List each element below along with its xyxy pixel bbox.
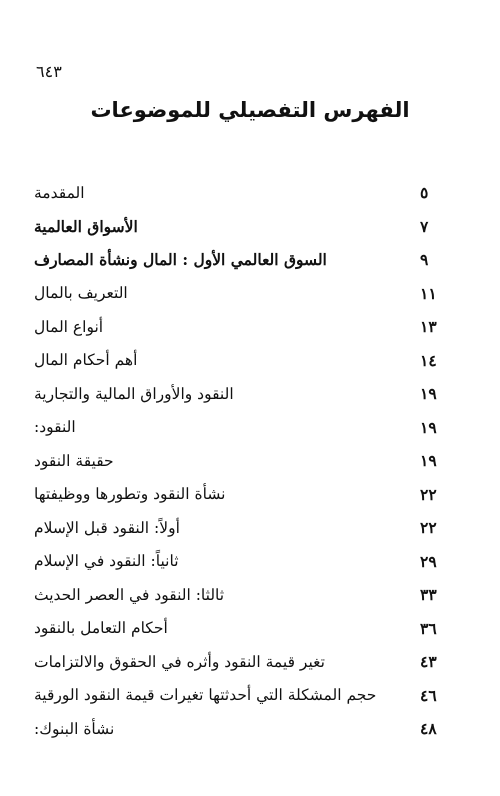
toc-entry-page: ٤٦ — [420, 685, 437, 705]
toc-entry-page: ١٣ — [420, 317, 437, 337]
toc-entry-page: ١٩ — [420, 417, 437, 437]
toc-entry — [34, 612, 460, 646]
toc-entry-page: ٢٢ — [420, 518, 437, 538]
toc-entry — [34, 444, 460, 478]
toc-entry — [34, 277, 460, 311]
toc-entry-title: ثانياً: النقود في الإسلام — [34, 552, 179, 571]
toc-entry — [34, 478, 460, 512]
toc-entry-page: ١١ — [420, 283, 437, 303]
toc-entry — [34, 310, 460, 344]
toc-entry-title: السوق العالمي الأول : المال ونشأة المصارف — [34, 250, 327, 270]
toc-entry-title: نشأة البنوك: — [34, 719, 115, 738]
toc-entry-title: أحكام التعامل بالنقود — [34, 619, 168, 638]
toc-entry — [34, 411, 460, 445]
toc-entry-page: ٧ — [420, 216, 429, 236]
toc-entry — [34, 578, 460, 612]
toc-entry-title: الأسواق العالمية — [34, 216, 138, 236]
toc-entry — [34, 344, 460, 378]
toc-entry — [34, 377, 460, 411]
toc-entry-page: ٩ — [420, 250, 429, 270]
toc-entry — [34, 243, 460, 277]
toc-entry-title: أولاً: النقود قبل الإسلام — [34, 518, 180, 537]
toc-entry-page: ١٤ — [420, 350, 437, 370]
toc-entry — [34, 545, 460, 579]
toc-entry — [34, 210, 460, 244]
toc-entry-title: أنواع المال — [34, 317, 104, 336]
toc-entry-page: ٣٦ — [420, 618, 437, 638]
toc-entry-title: المقدمة — [34, 183, 85, 202]
toc-entry — [34, 176, 460, 210]
toc-entry-page: ٤٨ — [420, 719, 437, 739]
toc-entry-title: تغير قيمة النقود وأثره في الحقوق والالتزامات — [34, 652, 325, 671]
toc-entry-page: ٥ — [420, 183, 429, 203]
page-number: ٦٤٣ — [36, 62, 62, 81]
toc-entry — [34, 511, 460, 545]
toc-entry-title: حجم المشكلة التي أحدثتها تغيرات قيمة النقود الورقية — [34, 686, 377, 705]
toc-entry — [34, 712, 460, 746]
toc-entry-title: أهم أحكام المال — [34, 351, 138, 370]
toc-entry-title: النقود: — [34, 418, 76, 437]
toc-entry-title: التعريف بالمال — [34, 284, 128, 303]
toc-entry-title: ثالثا: النقود في العصر الحديث — [34, 585, 225, 604]
toc-entry-page: ٢٩ — [420, 551, 437, 571]
toc-entry-title: حقيقة النقود — [34, 451, 114, 470]
toc-entry-title: نشأة النقود وتطورها ووظيفتها — [34, 485, 226, 504]
page-title: الفهرس التفصيلي للموضوعات — [90, 98, 410, 122]
toc-entry-page: ١٩ — [420, 384, 437, 404]
table-of-contents — [34, 176, 460, 746]
toc-entry-title: النقود والأوراق المالية والتجارية — [34, 384, 234, 403]
toc-entry — [34, 645, 460, 679]
toc-entry-page: ٣٣ — [420, 585, 437, 605]
toc-entry — [34, 679, 460, 713]
toc-entry-page: ٤٣ — [420, 652, 437, 672]
toc-entry-page: ٢٢ — [420, 484, 437, 504]
toc-entry-page: ١٩ — [420, 451, 437, 471]
